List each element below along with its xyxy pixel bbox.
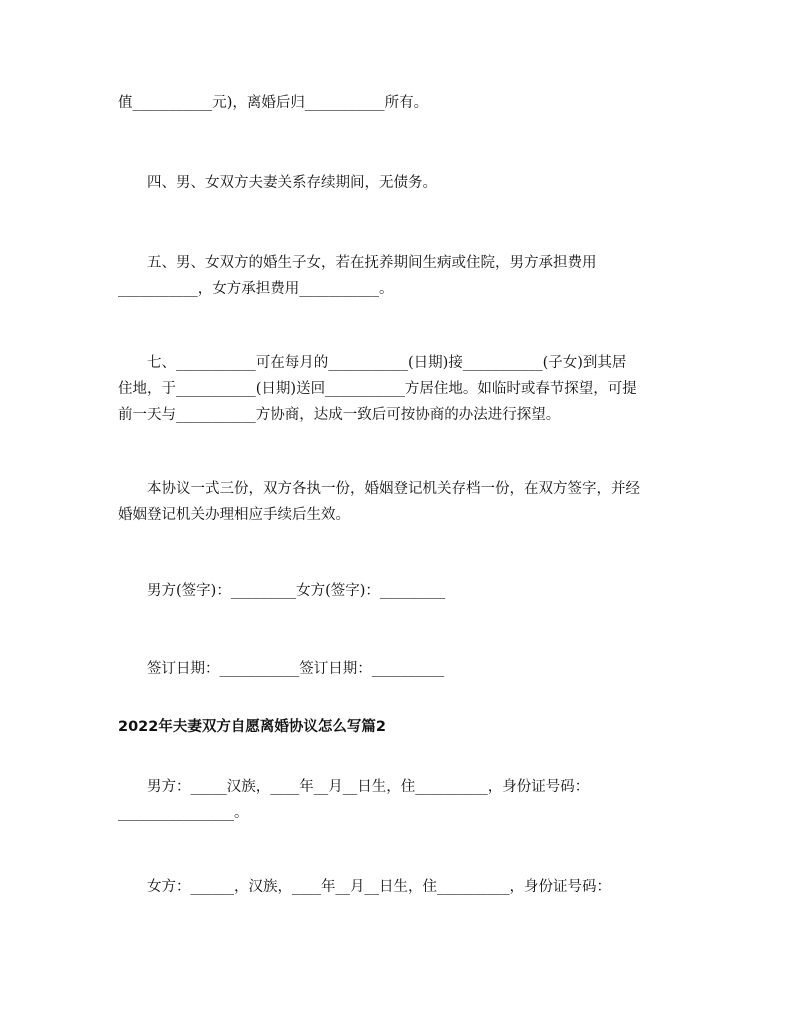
paragraph-line: 婚姻登记机关办理相应手续后生效。 bbox=[118, 507, 350, 523]
paragraph-line: 值___________元)，离婚后归___________所有。 bbox=[118, 95, 429, 111]
paragraph-line: 七、___________可在每月的___________(日期)接___________(子女)到其居 bbox=[118, 355, 627, 371]
signature-line: 男方(签字)：_________女方(签字)：_________ bbox=[118, 583, 446, 599]
section-heading: 2022年夫妻双方自愿离婚协议怎么写篇2 bbox=[118, 719, 386, 735]
paragraph-line: ___________，女方承担费用___________。 bbox=[118, 281, 394, 297]
paragraph-line: 五、男、女双方的婚生子女，若在抚养期间生病或住院，男方承担费用 bbox=[118, 255, 597, 271]
paragraph-line: 男方：_____汉族，____年__月__日生，住__________，身份证号码： bbox=[118, 779, 590, 795]
paragraph-line: ________________。 bbox=[118, 805, 249, 821]
paragraph-line: 前一天与___________方协商，达成一致后可按协商的办法进行探望。 bbox=[118, 407, 561, 423]
paragraph-line: 女方：______，汉族，____年__月__日生，住__________，身份证号码： bbox=[118, 879, 611, 895]
paragraph-line: 本协议一式三份，双方各执一份，婚姻登记机关存档一份，在双方签字，并经 bbox=[118, 481, 640, 497]
paragraph-line: 四、男、女双方夫妻关系存续期间，无债务。 bbox=[118, 175, 437, 191]
date-line: 签订日期：___________签订日期：__________ bbox=[118, 661, 445, 677]
paragraph-line: 住地，于___________(日期)送回___________方居住地。如临时或春节探望，可提 bbox=[118, 381, 637, 397]
